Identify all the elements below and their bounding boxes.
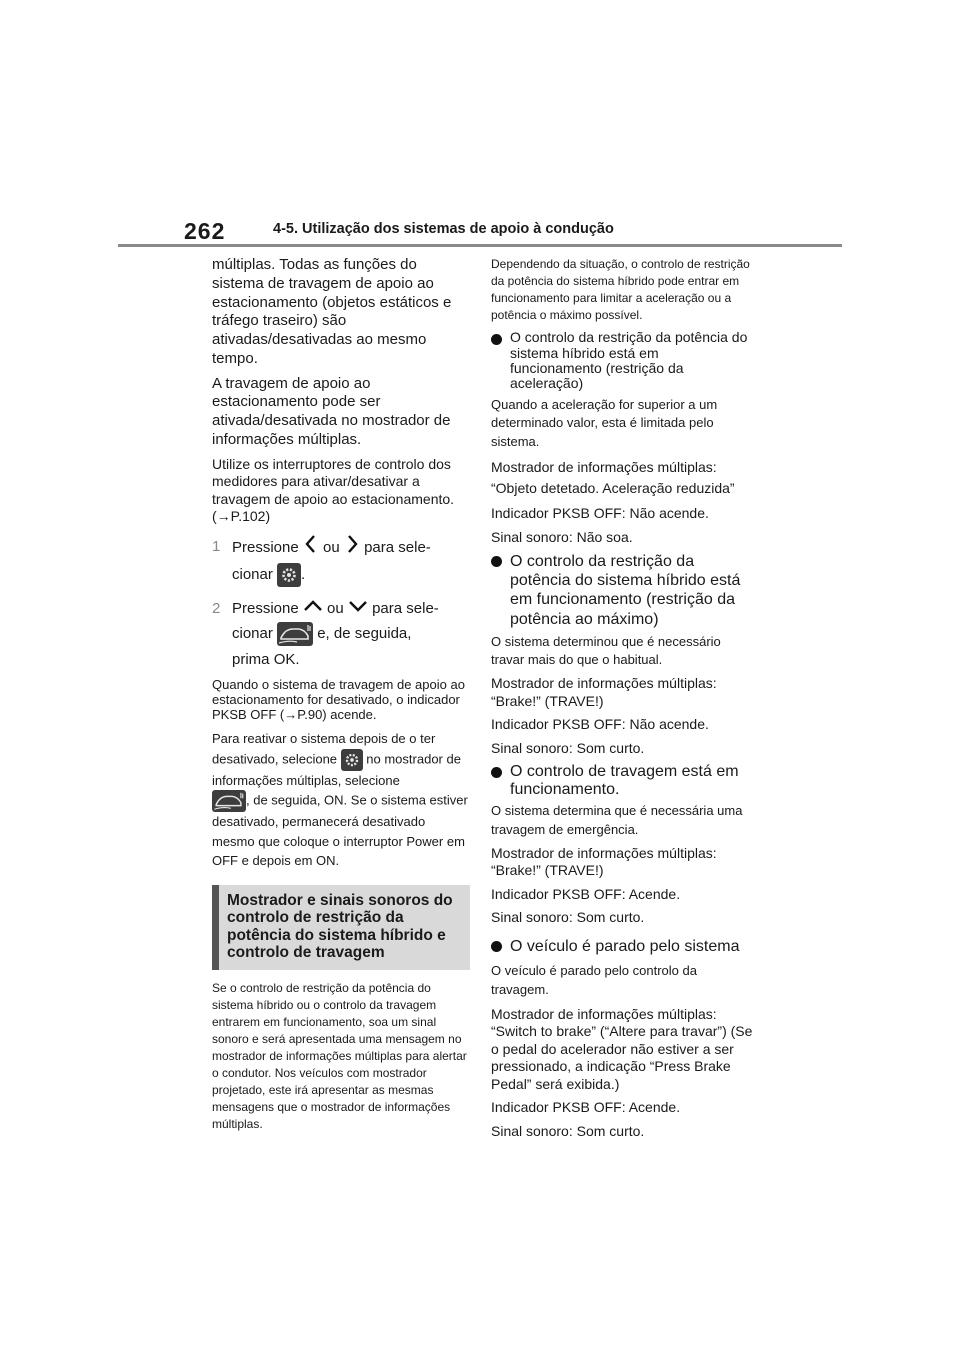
- chevron-right-icon: [344, 534, 360, 563]
- step-text: cionar: [232, 566, 273, 583]
- section-desc: O sistema determinou que é necessário travar mais do que o habitual.: [491, 633, 721, 667]
- car-pksb-icon: [212, 790, 246, 812]
- step-text: prima: [232, 650, 270, 668]
- step-number: 1: [212, 537, 221, 555]
- step-text: Pressione: [232, 599, 299, 617]
- bullet-title: O controlo de travagem está em funcionamento.: [510, 763, 739, 798]
- chevron-up-icon: [303, 596, 323, 622]
- step-text: ou: [327, 599, 344, 617]
- section-box-title: Mostrador e sinais sonoros do controlo de restrição da potência do sistema híbrido e controlo de travagem: [212, 885, 470, 970]
- car-pksb-icon: [277, 622, 313, 646]
- header-rule: [118, 244, 842, 247]
- paragraph: [212, 456, 470, 526]
- gear-settings-icon: [341, 749, 363, 771]
- step-text: para sele-: [372, 599, 439, 617]
- section-display: Mostrador de informações múltiplas: “Switch to brake” (“Altere para travar”) (Se o pedal do acelerador não estiver a ser pressionado, a indicação “Press Brake Pedal” será exibida.): [491, 1005, 753, 1092]
- step-text: para sele-: [364, 538, 431, 556]
- section-indicator: Indicador PKSB OFF: Não acende.: [491, 505, 709, 522]
- section-display: Mostrador de informações múltiplas: “Objeto detetado. Aceleração reduzida”: [491, 459, 735, 497]
- section-sound: Sinal sonoro: Som curto.: [491, 909, 645, 926]
- bullet-icon: [491, 767, 502, 778]
- section-desc: Quando a aceleração for superior a um determinado valor, esta é limitada pelo sistema.: [491, 396, 718, 449]
- page-number: 262: [184, 218, 226, 244]
- section-brake-control: [491, 763, 753, 927]
- section-power-restriction: [491, 552, 753, 757]
- bullet-title: O controlo da restrição da potência do sistema híbrido está em funcionamento (restrição da aceleração): [510, 329, 748, 392]
- section-sound: Sinal sonoro: Não soa.: [491, 528, 633, 545]
- bullet-heading: [491, 763, 753, 798]
- step-2: [212, 596, 470, 673]
- bullet-icon: [491, 556, 502, 567]
- section-sound: Sinal sonoro: Som curto.: [491, 1122, 645, 1139]
- note: Quando o sistema de travagem de apoio ao estacionamento for desativado, o indicador PKSB OFF (→P.90) acende.: [212, 677, 465, 723]
- paragraph: múltiplas. Todas as funções do sistema de travagem de apoio ao estacionamento (objetos estáticos e tráfego traseiro) são ativadas/desativadas ao mesmo tempo.: [212, 256, 452, 367]
- chevron-left-icon: [303, 534, 319, 563]
- step-1: [212, 534, 470, 588]
- section-sound: Sinal sonoro: Som curto.: [491, 739, 645, 756]
- note-text: no mostrador de informações múltiplas, selecione: [212, 751, 461, 788]
- section-display: Mostrador de informações múltiplas: “Brake!” (TRAVE!): [491, 675, 717, 709]
- step-text: cionar: [232, 625, 273, 643]
- step-number: 2: [212, 599, 221, 617]
- section-indicator: Indicador PKSB OFF: Acende.: [491, 885, 681, 902]
- step-text: .: [295, 650, 300, 668]
- section-display: Mostrador de informações múltiplas: “Brake!” (TRAVE!): [491, 844, 717, 879]
- left-column: [212, 256, 470, 1139]
- section-acceleration-restriction: [491, 330, 753, 546]
- ok-button-glyph: OK: [273, 650, 296, 668]
- bullet-heading: [491, 552, 753, 629]
- bullet-heading: [491, 937, 753, 957]
- note: [212, 729, 470, 871]
- page-reference: (→P.102): [212, 508, 271, 524]
- box-description: Se o controlo de restrição da potência do sistema híbrido ou o controlo da travagem entrarem em funcionamento, soa um sinal sonoro e será apresentada uma mensagem no mostrador de informações múltiplas para alertar o condutor. Nos veículos com mostrador projetado, este irá apresentar as mesmas mensagens que o mostrador de informações múltiplas.: [212, 980, 467, 1131]
- step-text: ou: [323, 538, 340, 556]
- paragraph: A travagem de apoio ao estacionamento pode ser ativada/desativada no mostrador de informações múltiplas.: [212, 374, 451, 448]
- step-text: e, de seguida,: [317, 625, 412, 643]
- section-vehicle-stopped: [491, 937, 753, 1141]
- section-title: 4-5. Utilização dos sistemas de apoio à condução: [273, 221, 614, 237]
- bullet-title: O veículo é parado pelo sistema: [510, 937, 740, 955]
- bullet-icon: [491, 334, 502, 345]
- intro-paragraph: Dependendo da situação, o controlo de restrição da potência do sistema híbrido pode entrar em funcionamento para limitar a aceleração ou a potência o máximo possível.: [491, 257, 750, 323]
- bullet-icon: [491, 941, 502, 952]
- bullet-title: O controlo da restrição da potência do sistema híbrido está em funcionamento (restrição da potência ao máximo): [510, 553, 741, 628]
- page-header: [118, 212, 842, 246]
- note-text: Para reativar o sistema depois de o ter desativado, selecione: [212, 731, 436, 767]
- paragraph-text: Utilize os interruptores de controlo dos medidores para ativar/desativar a travagem de apoio ao estacionamento.: [212, 455, 455, 507]
- step-text: Pressione: [232, 538, 299, 556]
- section-indicator: Indicador PKSB OFF: Acende.: [491, 1099, 681, 1116]
- step-text: .: [301, 566, 306, 583]
- section-indicator: Indicador PKSB OFF: Não acende.: [491, 716, 709, 733]
- section-desc: O veículo é parado pelo controlo da travagem.: [491, 962, 697, 998]
- right-column: [491, 256, 753, 1146]
- bullet-heading: [491, 330, 753, 392]
- section-desc: O sistema determina que é necessária uma travagem de emergência.: [491, 803, 743, 837]
- note-text: , de seguida, ON. Se o sistema estiver desativado, permanecerá desativado mesmo que coloque o interruptor Power em OFF e depois em ON.: [212, 792, 468, 869]
- gear-settings-icon: [277, 563, 301, 587]
- chevron-down-icon: [348, 596, 368, 622]
